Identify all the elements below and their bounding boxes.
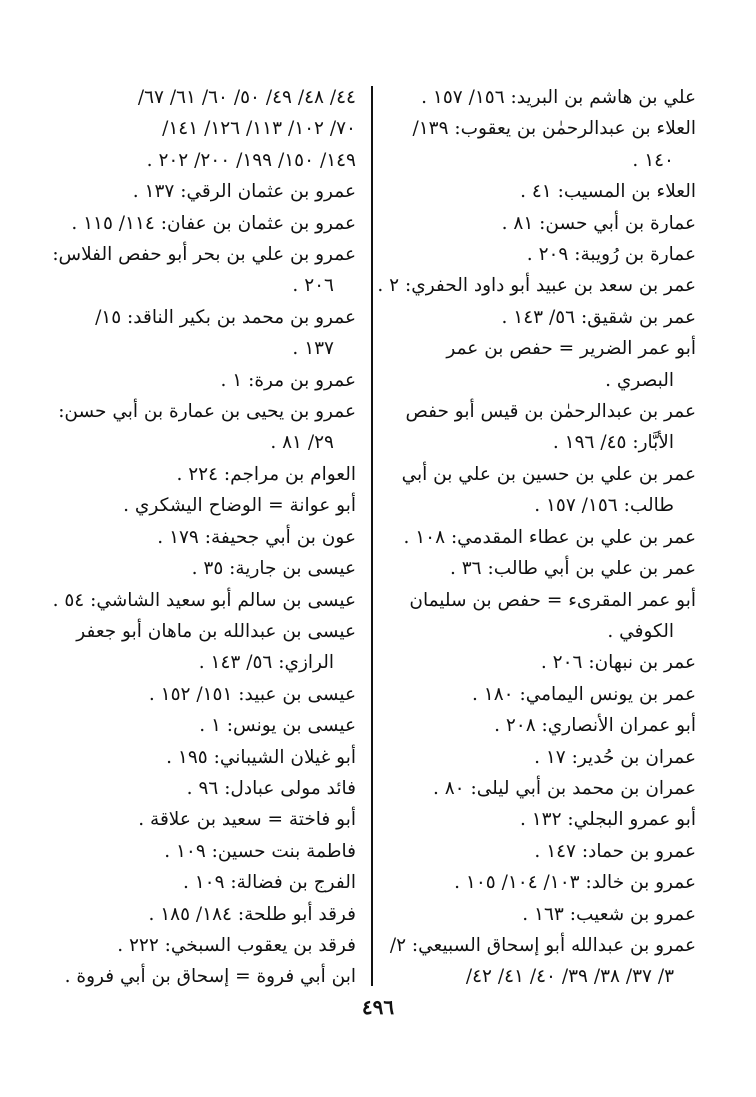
index-entry (56, 553, 356, 584)
entry-text: عمارة بن أبي حسن: ٨١ . (501, 212, 696, 234)
index-entry (56, 459, 356, 490)
index-entry (376, 396, 696, 459)
entry-text: عيسى بن عبدالله بن ماهان أبو جعفر (76, 620, 356, 642)
entry-text: أبو غيلان الشيباني: ١٩٥ . (166, 746, 356, 768)
index-entry (56, 804, 356, 835)
entry-text: عيسى بن جارية: ٣٥ . (191, 558, 356, 580)
index-entry (376, 459, 696, 522)
entry-text: ١٤٩/ ١٥٠/ ١٩٩/ ٢٠٠/ ٢٠٢ . (146, 149, 356, 171)
index-entry (376, 710, 696, 741)
entry-continuation: ٢٩/ ٨١ . (270, 432, 334, 454)
entry-continuation: ١٣٧ . (292, 338, 334, 360)
index-entry (376, 930, 696, 993)
entry-text: عمرو بن حماد: ١٤٧ . (534, 840, 696, 862)
entry-text: عمر بن سعد بن عبيد أبو داود الحفري: ٢ . (377, 275, 696, 297)
entry-text: عمرو بن عثمان الرقي: ١٣٧ . (132, 181, 356, 203)
index-entry (56, 490, 356, 521)
entry-text: فرقد أبو طلحة: ١٨٤/ ١٨٥ . (148, 903, 356, 925)
index-entry (376, 804, 696, 835)
entry-text: عمران بن محمد بن أبي ليلى: ٨٠ . (432, 777, 696, 799)
index-column-left (52, 82, 356, 993)
entry-text: أبو عمران الأنصاري: ٢٠٨ . (494, 715, 696, 737)
entry-text: عمر بن علي بن أبي طالب: ٣٦ . (449, 558, 696, 580)
entry-text: عيسى بن سالم أبو سعيد الشاشي: ٥٤ . (52, 589, 356, 611)
entry-text: فائد مولى عبادل: ٩٦ . (186, 777, 356, 799)
index-column-right (376, 82, 696, 993)
entry-continuation: ٢٠٦ . (292, 275, 334, 297)
entry-continuation: ١٤٠ . (632, 149, 674, 171)
entry-text: ٤٤/ ٤٨/ ٤٩/ ٥٠/ ٦٠/ ٦١/ ٦٧/ (137, 87, 356, 108)
index-entry (56, 836, 356, 867)
entry-text: عمارة بن رُويبة: ٢٠٩ . (526, 244, 696, 266)
index-entry (56, 82, 356, 113)
index-entry (376, 679, 696, 710)
index-entry (56, 302, 356, 365)
index-entry (56, 867, 356, 898)
index-entry (56, 899, 356, 930)
entry-text: عمرو بن عبدالله أبو إسحاق السبيعي: ٢/ (389, 934, 696, 956)
entry-text: عون بن أبي جحيفة: ١٧٩ . (157, 526, 356, 548)
entry-text: عيسى بن عبيد: ١٥١/ ١٥٢ . (148, 683, 356, 705)
entry-continuation: البصري . (605, 369, 674, 391)
index-entry (376, 867, 696, 898)
entry-text: العلاء بن عبدالرحمٰن بن يعقوب: ١٣٩/ (412, 118, 696, 140)
entry-continuation: الكوفي . (607, 620, 674, 642)
index-entry (376, 836, 696, 867)
index-entry (56, 522, 356, 553)
index-entry (376, 270, 696, 301)
entry-text: عمر بن علي بن عطاء المقدمي: ١٠٨ . (403, 526, 696, 548)
entry-text: أبو فاختة = سعيد بن علاقة . (138, 809, 356, 831)
entry-text: عمر بن شقيق: ٥٦/ ١٤٣ . (501, 306, 696, 328)
index-entry (56, 113, 356, 144)
index-entry (376, 773, 696, 804)
index-entry (56, 145, 356, 176)
entry-text: فرقد بن يعقوب السبخي: ٢٢٢ . (117, 934, 356, 956)
entry-text: عمرو بن علي بن بحر أبو حفص الفلاس: (52, 244, 356, 266)
entry-continuation: الرازي: ٥٦/ ١٤٣ . (198, 652, 334, 674)
index-entry (56, 208, 356, 239)
entry-text: عمرو بن يحيى بن عمارة بن أبي حسن: (58, 401, 356, 423)
index-entry (376, 553, 696, 584)
entry-text: فاطمة بنت حسين: ١٠٩ . (164, 840, 356, 862)
entry-text: أبو عمرو البجلي: ١٣٢ . (519, 809, 696, 831)
entry-text: عمر بن علي بن حسين بن علي بن أبي (401, 463, 696, 485)
entry-text: عمرو بن شعيب: ١٦٣ . (522, 903, 696, 925)
index-entry (376, 899, 696, 930)
index-entry (56, 616, 356, 679)
entry-text: عمرو بن خالد: ١٠٣/ ١٠٤/ ١٠٥ . (454, 872, 696, 894)
entry-text: ابن أبي فروة = إسحاق بن أبي فروة . (64, 966, 356, 988)
index-entry (376, 647, 696, 678)
entry-text: أبو عمر الضرير = حفص بن عمر (446, 338, 696, 360)
index-entry (52, 239, 356, 302)
entry-text: علي بن هاشم بن البريد: ١٥٦/ ١٥٧ . (421, 87, 696, 108)
page-number: ٤٩٦ (361, 995, 395, 1019)
entry-text: عمران بن حُدير: ١٧ . (534, 746, 696, 768)
index-entry (376, 113, 696, 176)
entry-text: عيسى بن يونس: ١ . (199, 715, 356, 737)
entry-text: أبو عوانة = الوضاح اليشكري . (123, 495, 356, 517)
entry-text: عمرو بن مرة: ١ . (220, 369, 356, 391)
entry-text: عمر بن نبهان: ٢٠٦ . (540, 652, 696, 674)
column-divider (371, 86, 373, 986)
index-entry (56, 365, 356, 396)
index-entry (376, 302, 696, 333)
index-entry (56, 773, 356, 804)
entry-text: عمرو بن عثمان بن عفان: ١١٤/ ١١٥ . (71, 212, 356, 234)
index-entry (56, 710, 356, 741)
index-entry (56, 396, 356, 459)
entry-text: عمر بن يونس اليمامي: ١٨٠ . (472, 683, 696, 705)
index-entry (56, 930, 356, 961)
entry-text: عمر بن عبدالرحمٰن بن قيس أبو حفص (405, 401, 696, 423)
index-entry (376, 82, 696, 113)
entry-continuation: طالب: ١٥٦/ ١٥٧ . (534, 495, 674, 517)
entry-text: عمرو بن محمد بن بكير الناقد: ١٥/ (95, 306, 356, 328)
index-entry (376, 333, 696, 396)
index-entry (376, 585, 696, 648)
index-entry (376, 239, 696, 270)
entry-continuation: ٣/ ٣٧/ ٣٨/ ٣٩/ ٤٠/ ٤١/ ٤٢/ (465, 966, 674, 988)
index-entry (376, 742, 696, 773)
index-entry (376, 208, 696, 239)
index-entry (376, 176, 696, 207)
entry-text: العوام بن مراجم: ٢٢٤ . (176, 463, 356, 485)
index-entry (52, 585, 356, 616)
index-entry (56, 679, 356, 710)
entry-text: العلاء بن المسيب: ٤١ . (520, 181, 696, 203)
index-entry (56, 961, 356, 992)
entry-text: أبو عمر المقرىء = حفص بن سليمان (409, 589, 696, 611)
entry-text: ٧٠/ ١٠٢/ ١١٣/ ١٢٦/ ١٤١/ (162, 118, 356, 140)
entry-continuation: الأبَّار: ٤٥/ ١٩٦ . (552, 432, 674, 454)
entry-text: الفرج بن فضالة: ١٠٩ . (182, 872, 356, 894)
index-entry (376, 522, 696, 553)
index-entry (56, 742, 356, 773)
index-entry (56, 176, 356, 207)
